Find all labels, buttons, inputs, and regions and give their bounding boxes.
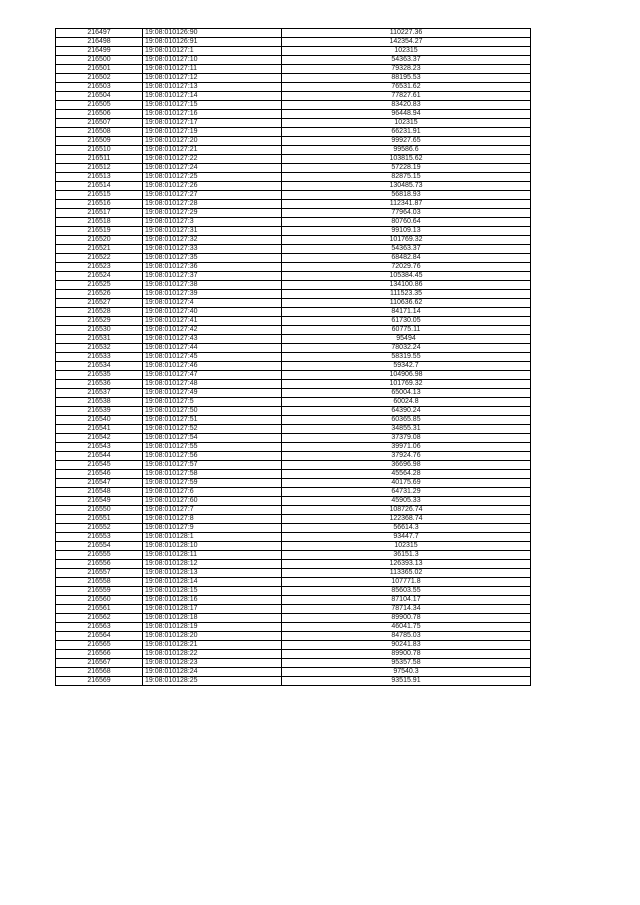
cadastral-number-cell: 19:08:010127:9 xyxy=(143,524,282,533)
cadastral-number-cell: 19:08:010127:5 xyxy=(143,398,282,407)
row-number-cell: 216529 xyxy=(56,317,143,326)
value-cell: 60365.85 xyxy=(282,416,531,425)
cadastral-number-cell: 19:08:010127:20 xyxy=(143,137,282,146)
cadastral-number-cell: 19:08:010128:18 xyxy=(143,614,282,623)
row-number-cell: 216497 xyxy=(56,29,143,38)
value-cell: 46041.75 xyxy=(282,623,531,632)
value-cell: 108726.74 xyxy=(282,506,531,515)
value-cell: 78714.34 xyxy=(282,605,531,614)
cadastral-number-cell: 19:08:010127:43 xyxy=(143,335,282,344)
value-cell: 68482.84 xyxy=(282,254,531,263)
row-number-cell: 216541 xyxy=(56,425,143,434)
cadastral-number-cell: 19:08:010127:48 xyxy=(143,380,282,389)
value-cell: 99586.6 xyxy=(282,146,531,155)
value-cell: 54363.37 xyxy=(282,245,531,254)
value-cell: 122368.74 xyxy=(282,515,531,524)
table-row xyxy=(56,191,531,200)
value-cell: 40175.69 xyxy=(282,479,531,488)
row-number-cell: 216500 xyxy=(56,56,143,65)
value-cell: 34855.31 xyxy=(282,425,531,434)
cadastral-number-cell: 19:08:010127:36 xyxy=(143,263,282,272)
row-number-cell: 216557 xyxy=(56,569,143,578)
table-row xyxy=(56,218,531,227)
row-number-cell: 216503 xyxy=(56,83,143,92)
row-number-cell: 216545 xyxy=(56,461,143,470)
value-cell: 90241.83 xyxy=(282,641,531,650)
table-body xyxy=(56,29,531,686)
table-row xyxy=(56,569,531,578)
value-cell: 99109.13 xyxy=(282,227,531,236)
table-row xyxy=(56,515,531,524)
value-cell: 78032.24 xyxy=(282,344,531,353)
cadastral-number-cell: 19:08:010127:58 xyxy=(143,470,282,479)
row-number-cell: 216498 xyxy=(56,38,143,47)
cadastral-number-cell: 19:08:010127:57 xyxy=(143,461,282,470)
table-row xyxy=(56,641,531,650)
row-number-cell: 216515 xyxy=(56,191,143,200)
cadastral-number-cell: 19:08:010128:13 xyxy=(143,569,282,578)
value-cell: 36151.3 xyxy=(282,551,531,560)
table-row xyxy=(56,461,531,470)
cadastral-number-cell: 19:08:010128:1 xyxy=(143,533,282,542)
cadastral-number-cell: 19:08:010128:16 xyxy=(143,596,282,605)
cadastral-number-cell: 19:08:010127:7 xyxy=(143,506,282,515)
row-number-cell: 216525 xyxy=(56,281,143,290)
cadastral-number-cell: 19:08:010127:32 xyxy=(143,236,282,245)
table-row xyxy=(56,371,531,380)
value-cell: 104906.98 xyxy=(282,371,531,380)
value-cell: 60024.8 xyxy=(282,398,531,407)
cadastral-number-cell: 19:08:010127:56 xyxy=(143,452,282,461)
value-cell: 103815.62 xyxy=(282,155,531,164)
row-number-cell: 216544 xyxy=(56,452,143,461)
table-row xyxy=(56,236,531,245)
value-cell: 72029.76 xyxy=(282,263,531,272)
cadastral-number-cell: 19:08:010127:19 xyxy=(143,128,282,137)
table-row xyxy=(56,29,531,38)
cadastral-number-cell: 19:08:010127:22 xyxy=(143,155,282,164)
table-row xyxy=(56,434,531,443)
value-cell: 61730.05 xyxy=(282,317,531,326)
table-row xyxy=(56,92,531,101)
cadastral-number-cell: 19:08:010127:47 xyxy=(143,371,282,380)
value-cell: 85603.55 xyxy=(282,587,531,596)
table-row xyxy=(56,47,531,56)
cadastral-number-cell: 19:08:010127:17 xyxy=(143,119,282,128)
table-row xyxy=(56,587,531,596)
cadastral-number-cell: 19:08:010127:16 xyxy=(143,110,282,119)
value-cell: 130485.73 xyxy=(282,182,531,191)
table-row xyxy=(56,146,531,155)
table-row xyxy=(56,56,531,65)
table-row xyxy=(56,452,531,461)
value-cell: 59342.7 xyxy=(282,362,531,371)
cadastral-number-cell: 19:08:010127:4 xyxy=(143,299,282,308)
table-row xyxy=(56,668,531,677)
value-cell: 54363.37 xyxy=(282,56,531,65)
cadastral-number-cell: 19:08:010128:24 xyxy=(143,668,282,677)
value-cell: 60775.11 xyxy=(282,326,531,335)
value-cell: 82875.15 xyxy=(282,173,531,182)
value-cell: 112341.87 xyxy=(282,200,531,209)
value-cell: 105384.45 xyxy=(282,272,531,281)
value-cell: 77827.61 xyxy=(282,92,531,101)
cadastral-number-cell: 19:08:010127:33 xyxy=(143,245,282,254)
row-number-cell: 216560 xyxy=(56,596,143,605)
cadastral-number-cell: 19:08:010127:44 xyxy=(143,344,282,353)
row-number-cell: 216543 xyxy=(56,443,143,452)
value-cell: 56614.3 xyxy=(282,524,531,533)
row-number-cell: 216524 xyxy=(56,272,143,281)
row-number-cell: 216565 xyxy=(56,641,143,650)
table-row xyxy=(56,65,531,74)
table-row xyxy=(56,470,531,479)
table-row xyxy=(56,137,531,146)
value-cell: 58319.55 xyxy=(282,353,531,362)
row-number-cell: 216512 xyxy=(56,164,143,173)
row-number-cell: 216552 xyxy=(56,524,143,533)
row-number-cell: 216556 xyxy=(56,560,143,569)
row-number-cell: 216523 xyxy=(56,263,143,272)
table-row xyxy=(56,578,531,587)
cadastral-number-cell: 19:08:010127:6 xyxy=(143,488,282,497)
data-table xyxy=(55,28,531,686)
cadastral-number-cell: 19:08:010127:28 xyxy=(143,200,282,209)
cadastral-number-cell: 19:08:010127:54 xyxy=(143,434,282,443)
row-number-cell: 216548 xyxy=(56,488,143,497)
table-row xyxy=(56,344,531,353)
value-cell: 110636.62 xyxy=(282,299,531,308)
value-cell: 37924.76 xyxy=(282,452,531,461)
value-cell: 102315 xyxy=(282,47,531,56)
table-row xyxy=(56,272,531,281)
table-row xyxy=(56,74,531,83)
table-row xyxy=(56,119,531,128)
value-cell: 65004.13 xyxy=(282,389,531,398)
value-cell: 134100.86 xyxy=(282,281,531,290)
table-row xyxy=(56,38,531,47)
table-row xyxy=(56,380,531,389)
value-cell: 101769.32 xyxy=(282,380,531,389)
row-number-cell: 216568 xyxy=(56,668,143,677)
value-cell: 95357.58 xyxy=(282,659,531,668)
row-number-cell: 216559 xyxy=(56,587,143,596)
table-row xyxy=(56,614,531,623)
cadastral-number-cell: 19:08:010127:51 xyxy=(143,416,282,425)
row-number-cell: 216564 xyxy=(56,632,143,641)
table-row xyxy=(56,290,531,299)
cadastral-number-cell: 19:08:010128:25 xyxy=(143,677,282,686)
row-number-cell: 216511 xyxy=(56,155,143,164)
cadastral-number-cell: 19:08:010127:59 xyxy=(143,479,282,488)
cadastral-number-cell: 19:08:010127:39 xyxy=(143,290,282,299)
value-cell: 102315 xyxy=(282,119,531,128)
row-number-cell: 216547 xyxy=(56,479,143,488)
row-number-cell: 216527 xyxy=(56,299,143,308)
row-number-cell: 216514 xyxy=(56,182,143,191)
row-number-cell: 216533 xyxy=(56,353,143,362)
value-cell: 79328.23 xyxy=(282,65,531,74)
row-number-cell: 216535 xyxy=(56,371,143,380)
table-row xyxy=(56,245,531,254)
row-number-cell: 216536 xyxy=(56,380,143,389)
table-row xyxy=(56,263,531,272)
table-row xyxy=(56,551,531,560)
cadastral-number-cell: 19:08:010127:27 xyxy=(143,191,282,200)
table-row xyxy=(56,488,531,497)
row-number-cell: 216563 xyxy=(56,623,143,632)
cadastral-number-cell: 19:08:010128:23 xyxy=(143,659,282,668)
table-row xyxy=(56,533,531,542)
cadastral-number-cell: 19:08:010127:24 xyxy=(143,164,282,173)
cadastral-number-cell: 19:08:010127:46 xyxy=(143,362,282,371)
cadastral-number-cell: 19:08:010127:50 xyxy=(143,407,282,416)
row-number-cell: 216562 xyxy=(56,614,143,623)
value-cell: 110227.36 xyxy=(282,29,531,38)
table-row xyxy=(56,83,531,92)
value-cell: 45905.33 xyxy=(282,497,531,506)
cadastral-number-cell: 19:08:010126:91 xyxy=(143,38,282,47)
cadastral-number-cell: 19:08:010127:11 xyxy=(143,65,282,74)
value-cell: 77964.03 xyxy=(282,209,531,218)
table-row xyxy=(56,425,531,434)
row-number-cell: 216539 xyxy=(56,407,143,416)
row-number-cell: 216522 xyxy=(56,254,143,263)
table-row xyxy=(56,416,531,425)
cadastral-number-cell: 19:08:010127:37 xyxy=(143,272,282,281)
row-number-cell: 216499 xyxy=(56,47,143,56)
cadastral-number-cell: 19:08:010127:38 xyxy=(143,281,282,290)
value-cell: 126393.13 xyxy=(282,560,531,569)
cadastral-number-cell: 19:08:010127:55 xyxy=(143,443,282,452)
table-row xyxy=(56,317,531,326)
value-cell: 56818.93 xyxy=(282,191,531,200)
cadastral-number-cell: 19:08:010127:13 xyxy=(143,83,282,92)
row-number-cell: 216555 xyxy=(56,551,143,560)
row-number-cell: 216538 xyxy=(56,398,143,407)
value-cell: 83420.83 xyxy=(282,101,531,110)
row-number-cell: 216551 xyxy=(56,515,143,524)
cadastral-number-cell: 19:08:010127:52 xyxy=(143,425,282,434)
value-cell: 45564.28 xyxy=(282,470,531,479)
table-row xyxy=(56,596,531,605)
cadastral-number-cell: 19:08:010127:60 xyxy=(143,497,282,506)
value-cell: 80760.64 xyxy=(282,218,531,227)
row-number-cell: 216569 xyxy=(56,677,143,686)
table-row xyxy=(56,398,531,407)
row-number-cell: 216516 xyxy=(56,200,143,209)
cadastral-number-cell: 19:08:010128:20 xyxy=(143,632,282,641)
row-number-cell: 216531 xyxy=(56,335,143,344)
value-cell: 97540.3 xyxy=(282,668,531,677)
row-number-cell: 216542 xyxy=(56,434,143,443)
value-cell: 93447.7 xyxy=(282,533,531,542)
table-row xyxy=(56,542,531,551)
value-cell: 64731.29 xyxy=(282,488,531,497)
value-cell: 107771.8 xyxy=(282,578,531,587)
table-row xyxy=(56,479,531,488)
table-row xyxy=(56,182,531,191)
cadastral-number-cell: 19:08:010127:12 xyxy=(143,74,282,83)
value-cell: 87104.17 xyxy=(282,596,531,605)
row-number-cell: 216528 xyxy=(56,308,143,317)
table-row xyxy=(56,254,531,263)
cadastral-number-cell: 19:08:010127:42 xyxy=(143,326,282,335)
row-number-cell: 216509 xyxy=(56,137,143,146)
row-number-cell: 216519 xyxy=(56,227,143,236)
cadastral-number-cell: 19:08:010127:10 xyxy=(143,56,282,65)
table-row xyxy=(56,443,531,452)
row-number-cell: 216517 xyxy=(56,209,143,218)
table-row xyxy=(56,209,531,218)
value-cell: 93515.91 xyxy=(282,677,531,686)
table-row xyxy=(56,281,531,290)
table-row xyxy=(56,110,531,119)
cadastral-number-cell: 19:08:010127:40 xyxy=(143,308,282,317)
row-number-cell: 216508 xyxy=(56,128,143,137)
table-row xyxy=(56,407,531,416)
cadastral-number-cell: 19:08:010128:17 xyxy=(143,605,282,614)
table-row xyxy=(56,524,531,533)
row-number-cell: 216506 xyxy=(56,110,143,119)
value-cell: 101769.32 xyxy=(282,236,531,245)
value-cell: 111523.35 xyxy=(282,290,531,299)
value-cell: 102315 xyxy=(282,542,531,551)
value-cell: 89900.78 xyxy=(282,650,531,659)
row-number-cell: 216549 xyxy=(56,497,143,506)
value-cell: 99927.65 xyxy=(282,137,531,146)
table-row xyxy=(56,677,531,686)
cadastral-number-cell: 19:08:010126:90 xyxy=(143,29,282,38)
cadastral-number-cell: 19:08:010127:15 xyxy=(143,101,282,110)
cadastral-number-cell: 19:08:010127:1 xyxy=(143,47,282,56)
cadastral-number-cell: 19:08:010128:21 xyxy=(143,641,282,650)
table-row xyxy=(56,659,531,668)
cadastral-number-cell: 19:08:010127:14 xyxy=(143,92,282,101)
table-row xyxy=(56,497,531,506)
table-row xyxy=(56,389,531,398)
table-row xyxy=(56,308,531,317)
value-cell: 66231.91 xyxy=(282,128,531,137)
cadastral-number-cell: 19:08:010128:19 xyxy=(143,623,282,632)
value-cell: 113365.02 xyxy=(282,569,531,578)
row-number-cell: 216510 xyxy=(56,146,143,155)
table-row xyxy=(56,632,531,641)
row-number-cell: 216532 xyxy=(56,344,143,353)
cadastral-number-cell: 19:08:010127:26 xyxy=(143,182,282,191)
row-number-cell: 216504 xyxy=(56,92,143,101)
row-number-cell: 216546 xyxy=(56,470,143,479)
row-number-cell: 216550 xyxy=(56,506,143,515)
row-number-cell: 216530 xyxy=(56,326,143,335)
row-number-cell: 216553 xyxy=(56,533,143,542)
value-cell: 96448.94 xyxy=(282,110,531,119)
table-row xyxy=(56,101,531,110)
row-number-cell: 216534 xyxy=(56,362,143,371)
table-row xyxy=(56,506,531,515)
cadastral-number-cell: 19:08:010128:22 xyxy=(143,650,282,659)
row-number-cell: 216561 xyxy=(56,605,143,614)
row-number-cell: 216501 xyxy=(56,65,143,74)
table-row xyxy=(56,623,531,632)
table-row xyxy=(56,353,531,362)
table-row xyxy=(56,299,531,308)
value-cell: 37379.08 xyxy=(282,434,531,443)
cadastral-number-cell: 19:08:010127:41 xyxy=(143,317,282,326)
table-row xyxy=(56,227,531,236)
table-row xyxy=(56,173,531,182)
row-number-cell: 216521 xyxy=(56,245,143,254)
cadastral-number-cell: 19:08:010128:12 xyxy=(143,560,282,569)
table-row xyxy=(56,560,531,569)
row-number-cell: 216540 xyxy=(56,416,143,425)
row-number-cell: 216505 xyxy=(56,101,143,110)
table-row xyxy=(56,335,531,344)
table-row xyxy=(56,200,531,209)
value-cell: 95494 xyxy=(282,335,531,344)
cadastral-number-cell: 19:08:010127:45 xyxy=(143,353,282,362)
table-row xyxy=(56,362,531,371)
row-number-cell: 216537 xyxy=(56,389,143,398)
table-row xyxy=(56,605,531,614)
value-cell: 36696.98 xyxy=(282,461,531,470)
value-cell: 88195.53 xyxy=(282,74,531,83)
cadastral-number-cell: 19:08:010127:8 xyxy=(143,515,282,524)
row-number-cell: 216526 xyxy=(56,290,143,299)
value-cell: 84785.03 xyxy=(282,632,531,641)
row-number-cell: 216558 xyxy=(56,578,143,587)
table-row xyxy=(56,326,531,335)
cadastral-number-cell: 19:08:010127:21 xyxy=(143,146,282,155)
value-cell: 142354.27 xyxy=(282,38,531,47)
value-cell: 76531.62 xyxy=(282,83,531,92)
value-cell: 84171.14 xyxy=(282,308,531,317)
cadastral-number-cell: 19:08:010127:25 xyxy=(143,173,282,182)
row-number-cell: 216518 xyxy=(56,218,143,227)
row-number-cell: 216554 xyxy=(56,542,143,551)
row-number-cell: 216502 xyxy=(56,74,143,83)
table-row xyxy=(56,164,531,173)
cadastral-number-cell: 19:08:010127:49 xyxy=(143,389,282,398)
cadastral-number-cell: 19:08:010128:14 xyxy=(143,578,282,587)
table-row xyxy=(56,128,531,137)
row-number-cell: 216513 xyxy=(56,173,143,182)
value-cell: 57228.19 xyxy=(282,164,531,173)
cadastral-number-cell: 19:08:010127:3 xyxy=(143,218,282,227)
cadastral-number-cell: 19:08:010127:31 xyxy=(143,227,282,236)
cadastral-number-cell: 19:08:010128:15 xyxy=(143,587,282,596)
value-cell: 64390.24 xyxy=(282,407,531,416)
row-number-cell: 216520 xyxy=(56,236,143,245)
cadastral-number-cell: 19:08:010128:11 xyxy=(143,551,282,560)
value-cell: 39971.06 xyxy=(282,443,531,452)
cadastral-number-cell: 19:08:010127:35 xyxy=(143,254,282,263)
table-row xyxy=(56,650,531,659)
cadastral-number-cell: 19:08:010128:10 xyxy=(143,542,282,551)
row-number-cell: 216566 xyxy=(56,650,143,659)
cadastral-number-cell: 19:08:010127:29 xyxy=(143,209,282,218)
row-number-cell: 216567 xyxy=(56,659,143,668)
value-cell: 89900.78 xyxy=(282,614,531,623)
table-row xyxy=(56,155,531,164)
row-number-cell: 216507 xyxy=(56,119,143,128)
